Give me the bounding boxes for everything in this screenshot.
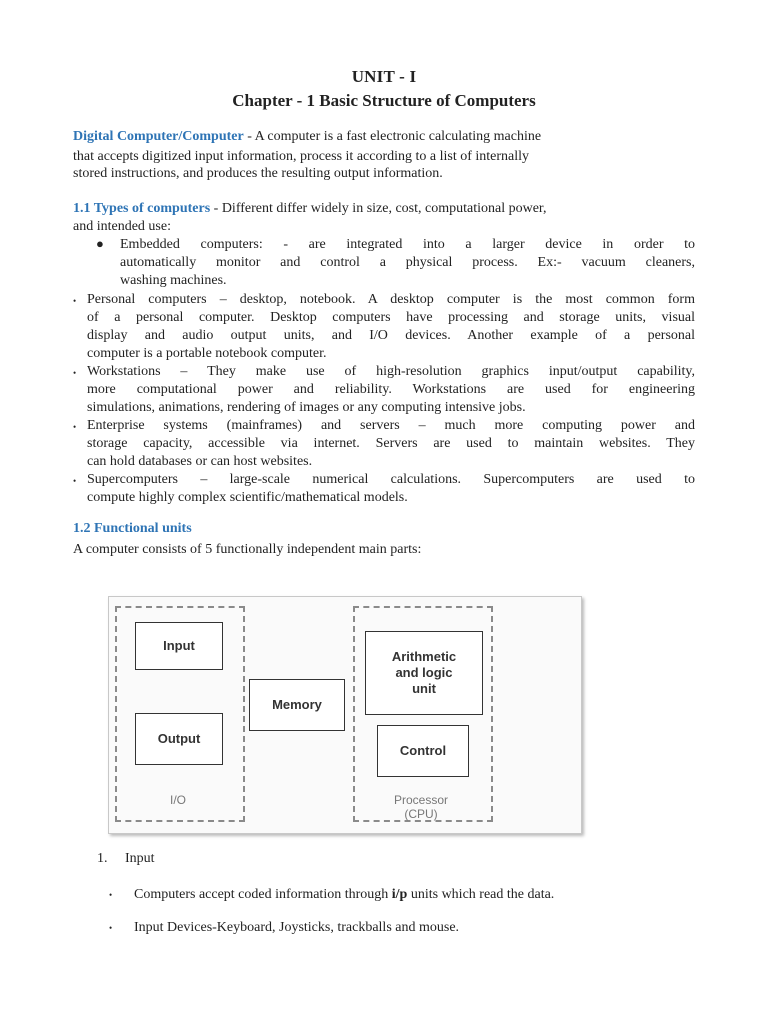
small-bullet: • (73, 296, 77, 306)
bullet-dot: ● (96, 236, 104, 251)
intro-line-1: Digital Computer/Computer - A computer is a fast electronic calculating machine (73, 129, 542, 144)
small-bullet: • (109, 890, 113, 900)
list-label: Input (125, 851, 155, 866)
embedded-line-3: washing machines. (120, 273, 227, 288)
alu-box: Arithmetic and logic unit (365, 631, 483, 715)
processor-label: Processor (CPU) (393, 793, 449, 821)
personal-line-3: display and audio output units, and I/O devices. Another example of a personal (87, 328, 695, 343)
enterprise-line-2: storage capacity, accessible via internet. Servers are used to maintain websites. They (87, 436, 695, 451)
personal-line-1: Personal computers – desktop, notebook. A desktop computer is the most common form (87, 292, 695, 307)
embedded-line-1: Embedded computers: - are integrated into a larger device in order to (120, 237, 695, 252)
unit-heading: UNIT - I (351, 67, 417, 86)
small-bullet: • (73, 422, 77, 432)
functional-line: A computer consists of 5 functionally independent main parts: (73, 542, 422, 557)
memory-box: Memory (249, 679, 345, 731)
control-box: Control (377, 725, 469, 777)
small-bullet: • (73, 368, 77, 378)
chapter-title: Chapter - 1 Basic Structure of Computers (232, 91, 536, 110)
embedded-line-2: automatically monitor and control a physical process. Ex:- vacuum cleaners, (120, 255, 695, 270)
types-line-1: 1.1 Types of computers - Different differ widely in size, cost, computational power, (73, 201, 547, 216)
io-label: I/O (169, 793, 186, 807)
input-bullet-1: Computers accept coded information through i/p units which read the data. (134, 887, 555, 902)
input-box: Input (135, 622, 223, 670)
super-line-1: Supercomputers – large-scale numerical calculations. Supercomputers are used to (87, 472, 695, 487)
enterprise-line-1: Enterprise systems (mainframes) and servers – much more computing power and (87, 418, 695, 433)
workstations-line-1: Workstations – They make use of high-resolution graphics input/output capability, (87, 364, 695, 379)
types-line-2: and intended use: (73, 219, 171, 234)
output-box: Output (135, 713, 223, 765)
workstations-line-3: simulations, animations, rendering of images or any computing intensive jobs. (87, 400, 526, 415)
workstations-line-2: more computational power and reliability. Workstations are used for engineering (87, 382, 695, 397)
types-heading: 1.1 Types of computers (73, 201, 211, 216)
intro-term: Digital Computer/Computer (73, 129, 244, 144)
intro-line-3: stored instructions, and produces the resulting output information. (73, 166, 443, 181)
functional-units-diagram (108, 596, 582, 834)
super-line-2: compute highly complex scientific/mathematical models. (87, 490, 408, 505)
list-number: 1. (97, 851, 108, 866)
small-bullet: • (109, 923, 113, 933)
intro-line-2: that accepts digitized input information, process it according to a list of internally (73, 149, 530, 164)
functional-heading: 1.2 Functional units (73, 521, 192, 536)
personal-line-4: computer is a portable notebook computer. (87, 346, 327, 361)
input-bullet-2: Input Devices-Keyboard, Joysticks, trackballs and mouse. (134, 920, 460, 935)
small-bullet: • (73, 476, 77, 486)
enterprise-line-3: can hold databases or can host websites. (87, 454, 313, 469)
personal-line-2: of a personal computer. Desktop computers have processing and storage units, visual (87, 310, 695, 325)
